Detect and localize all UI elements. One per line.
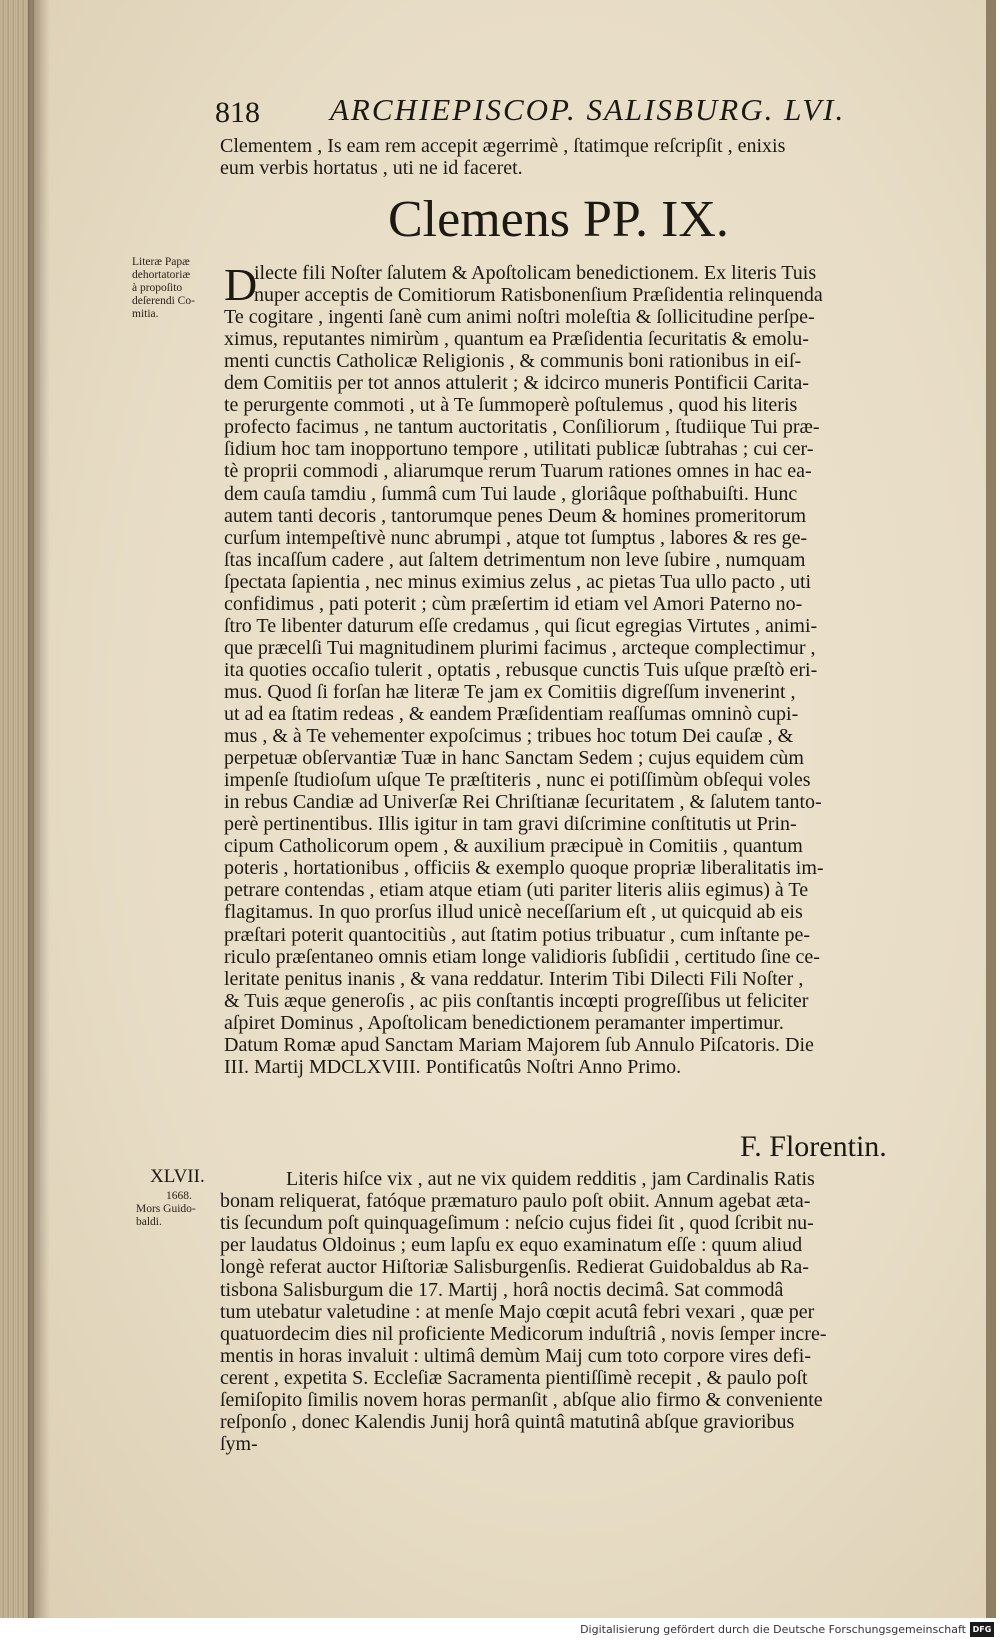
text-line: que præcelſi Tui magnitudinem plurimi facimus , arcteque complectimur , <box>224 636 816 659</box>
text-line: nuper acceptis de Comitiorum Ratisbonenſium Præſidentia relinquenda <box>254 284 823 307</box>
text-line: curſum intempeſtivè nunc abrumpi , atque tot ſumptus , labores & res ge- <box>224 526 808 549</box>
text-line: impenſe ſtudioſum uſque Te præſtiteris , nunc ei potiſſimùm obſequi voles <box>224 769 811 792</box>
text-line: tum utebatur valetudine : at menſe Majo cœpit acutâ febri vexari , quæ per <box>220 1300 815 1323</box>
text-line: ſemiſopito ſimilis novem horas permanſit , abſque alio firmo & conveniente <box>220 1389 823 1411</box>
text-line: in rebus Candiæ ad Univerſæ Rei Chriſtianæ ſecuritatem , & ſalutem tanto- <box>224 791 822 814</box>
text-line: cipum Catholicorum opem , & auxilium præcipuè in Comitiis , quantum <box>224 835 803 858</box>
dfg-logo: DFG <box>970 1622 994 1637</box>
text-line: mus. Quod ſi forſan hæ literæ Te jam ex Comitiis digreſſum invenerint , <box>224 680 796 703</box>
text-line: ſtro Te libenter daturum eſſe credamus , qui ſicut egregias Virtutes , animi- <box>224 614 818 637</box>
text-line: mentis in horas invaluit : ultimâ demùm Maij cum toto corpore vires defi- <box>220 1344 811 1367</box>
text-line: dem Comitiis per tot annos attulerit ; & idcirco muneris Pontificii Carita- <box>224 372 809 395</box>
page-number: 818 <box>215 96 260 129</box>
spine-shadow <box>28 0 50 1618</box>
text-line: ſidium hoc tam inopportuno tempore , utilitati publicæ ſubtrahas ; cui cer- <box>224 438 814 461</box>
margin-note-line: dehortatoriæ <box>132 269 191 281</box>
margin-note-2 <box>136 1190 196 1229</box>
text-line: dem cauſa tamdiu , ſummâ cum Tui laude , gloriâque poſthabuiſti. Hunc <box>224 482 798 505</box>
text-line: perè pertinentibus. Illis igitur in tam gravi diſcrimine conſtitutis ut Prin- <box>224 813 797 836</box>
text-line: leritate penitus inanis , & vana reddatur. Interim Tibi Dilecti Fili Noſter , <box>224 967 804 990</box>
intro-line: Clementem , Is eam rem accepit ægerrimè , ſtatimque reſcripſit , enixis <box>220 135 786 157</box>
text-line: tè proprii commodi , aliarumque rerum Tuarum rationes omnes in hac ea- <box>224 460 812 483</box>
text-line: Datum Romæ apud Sanctam Mariam Majorem ſub Annulo Piſcatoris. Die <box>224 1033 814 1056</box>
text-line: ita quoties occaſio tulerit , optatis , rebusque cunctis Tuis uſque præſtò eri- <box>224 658 818 681</box>
text-line: menti cunctis Catholicæ Religionis , & communis boni rationibus in eiſ- <box>224 350 802 373</box>
footer-bar <box>0 1618 1000 1644</box>
text-line: autem tanti decoris , tantorumque penes Deum & homines promeritorum <box>224 504 807 527</box>
right-page-edge <box>986 0 996 1618</box>
text-line: quatuordecim dies nil proficiente Medicorum induſtriâ , novis ſemper incre- <box>220 1322 827 1345</box>
margin-note-year: 1668. <box>166 1190 192 1202</box>
text-line: poteris , hortationibus , officiis & exemplo quoque propriæ liberalitatis im- <box>224 857 824 880</box>
footer-credit: Digitalisierung gefördert durch die Deutsche Forschungsgemeinschaft <box>580 1623 966 1636</box>
text-line: ut ad ea ſtatim redeas , & eandem Præſidentiam reaſſumas omninò cupi- <box>224 703 799 725</box>
text-line: ſym- <box>220 1433 258 1456</box>
text-line: mus , & à Te vehementer expoſcimus ; tribues hoc totum Dei cauſæ , & <box>224 725 794 748</box>
text-line: tisbona Salisburgum die 17. Martij , horâ noctis decimâ. Sat commodâ <box>220 1278 784 1301</box>
text-line: confidimus , pati poterit ; cùm præſertim id etiam vel Amori Paterno no- <box>224 592 803 615</box>
margin-note-1 <box>132 256 195 321</box>
text-line: riculo præſentaneo omnis etiam longe validioris ſubſidii , certitudo ſine ce- <box>224 945 820 968</box>
running-head: ARCHIEPISCOP. SALISBURG. LVI. <box>330 92 846 127</box>
text-line: aſpiret Dominus , Apoſtolicam benedictionem peramanter impertimur. <box>224 1011 784 1034</box>
text-line: præſtari poterit quantocitiùs , aut ſtatim potius tribuatur , cum inſtante pe- <box>224 923 810 946</box>
text-line: ſpectata ſapientia , nec minus eximius zelus , ac pietas Tua ullo pacto , uti <box>224 570 812 593</box>
text-line: flagitamus. In quo prorſus illud unicè neceſſarium eſt , ut quicquid ab eis <box>224 901 803 924</box>
section-number: XLVII. <box>150 1166 205 1187</box>
text-line: ſtas incaſſum cadere , aut ſaltem detrimentum non leve ſubire , numquam <box>224 548 806 571</box>
text-line: petrare contendas , etiam atque etiam (uti pariter literis aliis egimus) à Te <box>224 879 809 902</box>
margin-note-line: à propoſito <box>132 282 183 294</box>
text-line: III. Martij MDCLXVIII. Pontificatûs Noſtri Anno Primo. <box>224 1055 682 1078</box>
text-line: perpetuæ obſervantiæ Tuæ in hanc Sanctam Sedem ; cujus equidem cùm <box>224 747 804 770</box>
text-line: per laudatus Oldoinus ; eum lapſu ex equo examinatum eſſe : quum aliud <box>220 1234 803 1257</box>
text-line: profecto facimus , ne tantum auctoritatis , Conſiliorum , ſtudiique Tui præ- <box>224 416 820 439</box>
margin-note-line: deſerendi Co- <box>132 295 195 307</box>
text-line: tis ſecundum poſt quinquageſimum : neſcio cujus fidei ſit , quod ſcribit nu- <box>220 1212 814 1235</box>
text-line: cerent , expetita S. Eccleſiæ Sacramenta pientiſſimè recepit , & paulo poſt <box>220 1366 808 1389</box>
text-line: Te cogitare , ingenti ſanè cum animi noſtri moleſtia & ſollicitudine perſpe- <box>224 306 815 329</box>
text-line: Literis hiſce vix , aut ne vix quidem redditis , jam Cardinalis Ratis <box>286 1168 815 1190</box>
text-line: ilecte fili Noſter ſalutem & Apoſtolicam benedictionem. Ex literis Tuis <box>254 262 817 284</box>
margin-note-line: Literæ Papæ <box>132 256 190 268</box>
text-line: ximus, reputantes nimirùm , quantum ea Præſidentia ſecuritatis & emolu- <box>224 328 809 351</box>
letter-title: Clemens PP. IX. <box>388 191 729 248</box>
signature: F. Florentin. <box>740 1130 887 1163</box>
text-line: longè referat auctor Hiſtoriæ Salisburgenſis. Redierat Guidobaldus ab Ra- <box>220 1256 809 1279</box>
text-line: reſponſo , donec Kalendis Junij horâ quintâ matutinâ abſque gravioribus <box>220 1411 795 1434</box>
margin-note-line: baldi. <box>136 1216 162 1228</box>
text-line: & Tuis æque generoſis , ac piis conſtantis incœpti progreſſibus ut feliciter <box>224 989 809 1012</box>
intro-line: eum verbis hortatus , uti ne id faceret. <box>220 157 523 179</box>
text-line: bonam reliquerat, fatóque præmaturo paulo poſt obiit. Annum agebat æta- <box>220 1190 811 1213</box>
margin-note-line: Mors Guido- <box>136 1203 196 1215</box>
text-line: te perurgente commoti , ut à Te ſummoperè poſtulemus , quod his literis <box>224 394 798 417</box>
drop-cap: D <box>224 259 258 310</box>
margin-note-line: mitia. <box>132 308 159 320</box>
